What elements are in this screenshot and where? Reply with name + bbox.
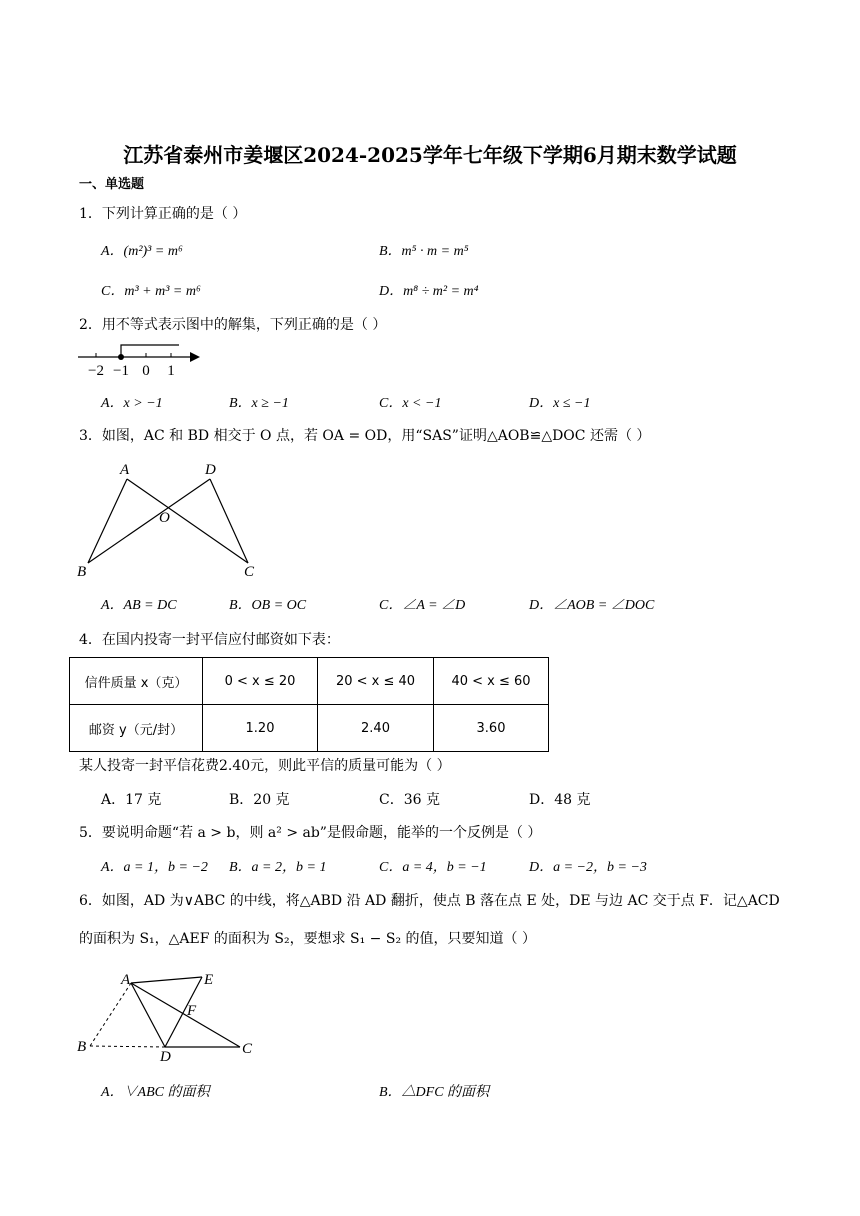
q4-stem: 4．在国内投寄一封平信应付邮资如下表： bbox=[79, 632, 340, 648]
tick-label: −2 bbox=[88, 363, 104, 379]
segment-ae bbox=[131, 977, 202, 983]
point-label-c: C bbox=[244, 564, 255, 580]
segment-ab-dashed bbox=[90, 983, 131, 1046]
tick-label: 1 bbox=[167, 363, 175, 379]
table-row bbox=[70, 705, 549, 752]
q1-option-a: A．(m²)³ = m⁶ bbox=[101, 244, 183, 259]
point-label-b: B bbox=[77, 1039, 87, 1055]
point-label-c: C bbox=[242, 1041, 253, 1057]
point-label-o: O bbox=[159, 510, 170, 526]
q6-figure bbox=[75, 965, 265, 1065]
point-label-d: D bbox=[205, 462, 216, 478]
point-label-a: A bbox=[120, 462, 130, 478]
q4-option-c: C．36 克 bbox=[379, 792, 440, 808]
table-cell: 2.40 bbox=[318, 705, 434, 752]
q3-figure bbox=[70, 455, 270, 585]
q5-option-b: B．a = 2，b = 1 bbox=[229, 860, 327, 875]
point-label-f: F bbox=[187, 1003, 197, 1019]
q6-option-a: A．∨ABC 的面积 bbox=[101, 1085, 210, 1100]
q5-option-c: C．a = 4，b = −1 bbox=[379, 860, 487, 875]
q6-stem-line-1: 6．如图，AD 为∨ABC 的中线，将△ABD 沿 AD 翻折，使点 B 落在点 E 处，DE 与边 AC 交于点 F．记△ACD bbox=[79, 893, 780, 909]
q1-option-c: C．m³ + m³ = m⁶ bbox=[101, 284, 201, 299]
section-heading: 一、单选题 bbox=[79, 177, 145, 192]
q3-option-a: A．AB = DC bbox=[101, 598, 177, 613]
postage-table bbox=[69, 657, 549, 752]
q2-option-b: B．x ≥ −1 bbox=[229, 396, 289, 411]
number-line-figure bbox=[76, 340, 206, 380]
q3-stem: 3．如图，AC 和 BD 相交于 O 点，若 OA = OD，用“SAS”证明△AOB≌△DOC 还需（ ） bbox=[79, 428, 651, 444]
solid-endpoint bbox=[118, 354, 124, 360]
table-cell: 信件质量 x（克） bbox=[70, 658, 203, 705]
table-cell: 0 < x ≤ 20 bbox=[203, 658, 318, 705]
segment-ed bbox=[165, 977, 202, 1047]
number-line-arrow bbox=[190, 352, 200, 362]
segment-ab bbox=[88, 479, 127, 563]
q5-option-a: A．a = 1，b = −2 bbox=[101, 860, 208, 875]
tick-label: −1 bbox=[113, 363, 129, 379]
q2-option-d: D．x ≤ −1 bbox=[529, 396, 591, 411]
q4-option-b: B．20 克 bbox=[229, 792, 290, 808]
segment-bd bbox=[88, 479, 210, 563]
q6-option-b: B．△DFC 的面积 bbox=[379, 1085, 490, 1100]
table-row bbox=[70, 658, 549, 705]
point-label-b: B bbox=[77, 564, 87, 580]
q4-follow-up: 某人投寄一封平信花费2.40元，则此平信的质量可能为（ ） bbox=[79, 758, 451, 774]
segment-ac bbox=[127, 479, 248, 563]
point-label-e: E bbox=[204, 972, 214, 988]
q5-option-d: D．a = −2，b = −3 bbox=[529, 860, 647, 875]
q2-stem: 2．用不等式表示图中的解集，下列正确的是（ ） bbox=[79, 317, 387, 333]
q1-option-d: D．m⁸ ÷ m² = m⁴ bbox=[379, 284, 479, 299]
q3-option-c: C．∠A = ∠D bbox=[379, 598, 466, 613]
table-cell: 1.20 bbox=[203, 705, 318, 752]
table-cell: 3.60 bbox=[434, 705, 549, 752]
table-cell: 40 < x ≤ 60 bbox=[434, 658, 549, 705]
page-title: 江苏省泰州市姜堰区2024-2025学年七年级下学期6月期末数学试题 bbox=[123, 143, 737, 167]
point-label-a: A bbox=[121, 972, 131, 988]
q6-stem-line-2: 的面积为 S₁，△AEF 的面积为 S₂，要想求 S₁ − S₂ 的值，只要知道（ ） bbox=[79, 931, 536, 947]
q4-option-d: D．48 克 bbox=[529, 792, 591, 808]
segment-bd-dashed bbox=[90, 1046, 165, 1047]
q3-option-d: D．∠AOB = ∠DOC bbox=[529, 598, 655, 613]
solution-bracket bbox=[121, 345, 179, 357]
table-cell: 20 < x ≤ 40 bbox=[318, 658, 434, 705]
q2-option-c: C．x < −1 bbox=[379, 396, 442, 411]
q5-stem: 5．要说明命题“若 a > b，则 a² > ab”是假命题，能举的一个反例是（ ） bbox=[79, 825, 542, 841]
q4-option-a: A．17 克 bbox=[101, 792, 162, 808]
q1-stem: 1．下列计算正确的是（ ） bbox=[79, 206, 247, 222]
table-cell: 邮资 y（元/封） bbox=[70, 705, 203, 752]
q1-option-b: B．m⁵ · m = m⁵ bbox=[379, 244, 469, 259]
q3-option-b: B．OB = OC bbox=[229, 598, 307, 613]
q2-option-a: A．x > −1 bbox=[101, 396, 163, 411]
point-label-d: D bbox=[160, 1049, 171, 1065]
tick-label: 0 bbox=[142, 363, 150, 379]
